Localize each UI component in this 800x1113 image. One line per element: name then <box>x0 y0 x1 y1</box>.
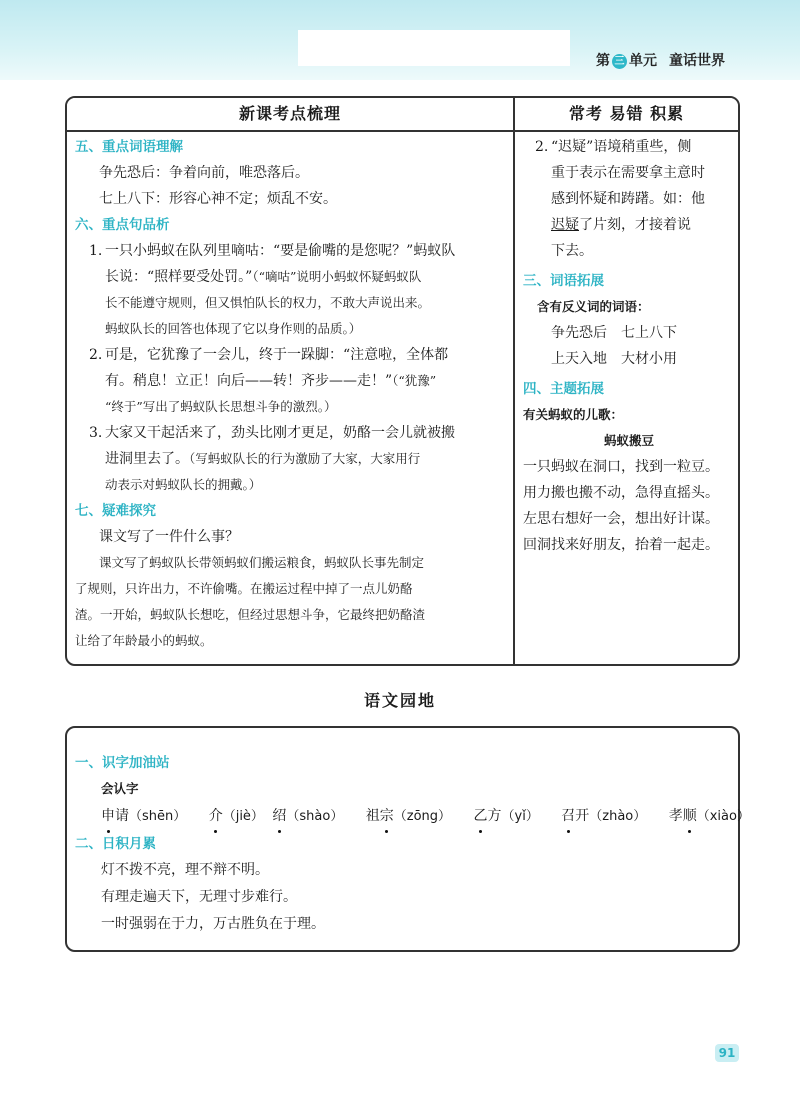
section-title: 一、识字加油站 <box>75 755 170 771</box>
answer-line: 渣。一开始，蚂蚁队长想吃，但经过思想斗争，它最终把奶酪渣 <box>75 607 426 622</box>
character-item <box>209 802 264 831</box>
underlined-word: 迟疑 <box>551 217 579 233</box>
text-fragment: 进洞里去了。 <box>105 451 189 467</box>
dotted-character: 绍 <box>272 802 286 830</box>
right-panel-title: 常考 易错 积累 <box>513 98 740 132</box>
text-fragment: 长说：“照样要受处罚。” <box>105 269 253 285</box>
header-blank-area <box>298 30 570 66</box>
item-number: 1. <box>89 243 103 259</box>
text-line: 可是，它犹豫了一会儿，终于一跺脚：“注意啦，全体都 <box>105 347 449 363</box>
dotted-character: 申 <box>101 802 115 830</box>
poem-line: 回洞找来好朋友，抬着一起走。 <box>523 537 719 553</box>
dotted-character: 乙 <box>474 802 488 830</box>
dotted-character: 介 <box>209 802 223 830</box>
character-item <box>561 802 646 831</box>
unit-number-badge: 三 <box>612 54 627 69</box>
page-number: 91 <box>715 1044 739 1062</box>
section-title: 六、重点句品析 <box>75 217 170 233</box>
unit-prefix: 第 <box>596 53 610 69</box>
pinyin: （zōng） <box>393 809 452 824</box>
left-panel-title: 新课考点梳理 <box>67 98 513 132</box>
answer-line: 课文写了蚂蚁队长带领蚂蚁们搬运粮食，蚂蚁队长事先制定 <box>99 555 425 570</box>
text-line: “迟疑”语境稍重些，侧 <box>551 139 692 155</box>
poem-title: 蚂蚁搬豆 <box>603 433 654 448</box>
character-text: 孝 <box>668 808 683 824</box>
text-fragment: 有。稍息！立正！向后——转！齐步——走！” <box>105 373 393 389</box>
saying-line: 一时强弱在于力，万古胜负在于理。 <box>101 916 325 932</box>
list-item <box>75 420 507 446</box>
item-number: 3. <box>89 425 103 441</box>
note-line: 动表示对蚂蚁队长的拥戴。） <box>105 477 262 492</box>
saying-line: 有理走遍天下，无理寸步难行。 <box>101 889 297 905</box>
note-line: “终于”写出了蚂蚁队长思想斗争的激烈。） <box>105 399 337 414</box>
text-line <box>523 212 735 238</box>
pinyin: （zhào） <box>589 809 647 824</box>
text-line: 一只小蚂蚁在队列里嘀咕：“要是偷嘴的是您呢？”蚂蚁队 <box>105 243 456 259</box>
poem-line: 左思右想好一会，想出好计谋。 <box>523 511 719 527</box>
text-line <box>75 368 507 394</box>
character-text: 祖 <box>365 808 380 824</box>
unit-suffix: 单元 <box>629 53 657 69</box>
column-divider <box>513 98 515 666</box>
pinyin: （xiào） <box>696 809 750 824</box>
note-fragment: （“嘀咕”说明小蚂蚁怀疑蚂蚁队 <box>252 269 422 284</box>
unit-label <box>596 50 725 70</box>
item-number: 2. <box>89 347 103 363</box>
character-item <box>366 802 451 831</box>
pinyin: （yǐ） <box>501 809 539 824</box>
subheading: 会认字 <box>101 781 139 796</box>
text-line: 大家又干起活来了，劲头比刚才更足，奶酪一会儿就被搬 <box>105 425 455 441</box>
answer-line: 让给了年龄最小的蚂蚁。 <box>75 633 213 648</box>
list-item <box>75 342 507 368</box>
poem-line: 用力搬也搬不动，急得直摇头。 <box>523 485 719 501</box>
text-line <box>75 446 507 472</box>
character-item <box>272 802 343 831</box>
text-fragment: 了片刻，才接着说 <box>579 217 691 233</box>
note-line: 长不能遵守规则，但又惧怕队长的权力，不敢大声说出来。 <box>105 295 431 310</box>
pinyin: （shào） <box>286 809 344 824</box>
section-title: 二、日积月累 <box>75 836 156 852</box>
character-item <box>474 802 539 831</box>
left-column <box>75 134 507 654</box>
text-line: 下去。 <box>551 243 593 259</box>
character-item <box>101 802 186 831</box>
dotted-character: 召 <box>561 802 575 830</box>
answer-line: 了规则，只许出力，不许偷嘴。在搬运过程中掉了一点儿奶酪 <box>75 581 413 596</box>
character-text: 开 <box>575 808 590 824</box>
pinyin: （shēn） <box>129 809 187 824</box>
pinyin: （jiè） <box>222 809 264 824</box>
word-row: 争先恐后 七上八下 <box>551 325 677 341</box>
chinese-garden-box <box>65 726 750 952</box>
saying-line: 灯不拨不亮，理不辩不明。 <box>101 862 269 878</box>
text-line: 重于表示在需要拿主意时 <box>551 165 705 181</box>
study-notes-box <box>65 96 740 666</box>
question-text: 课文写了一件什么事？ <box>99 529 239 545</box>
dotted-character: 顺 <box>683 802 697 830</box>
unit-title: 童话世界 <box>669 53 725 69</box>
note-fragment: （写蚂蚁队长的行为激励了大家，大家用行 <box>189 451 421 466</box>
character-text: 方 <box>487 808 502 824</box>
note-line: 蚂蚁队长的回答也体现了它以身作则的品质。） <box>105 321 362 336</box>
list-item <box>75 238 507 264</box>
right-column <box>523 134 735 558</box>
section-title: 四、主题拓展 <box>523 381 604 397</box>
text-line: 感到怀疑和踌躇。如：他 <box>551 191 705 207</box>
section-title: 五、重点词语理解 <box>75 139 183 155</box>
top-banner <box>0 0 800 80</box>
text-line: 争先恐后：争着向前，唯恐落后。 <box>99 165 309 181</box>
note-fragment: （“犹豫” <box>392 373 437 388</box>
section-title: 七、疑难探究 <box>75 503 156 519</box>
poem-line: 一只蚂蚁在洞口，找到一粒豆。 <box>523 459 719 475</box>
dotted-character: 宗 <box>380 802 394 830</box>
subheading: 含有反义词的词语： <box>537 299 650 314</box>
garden-title: 语文园地 <box>363 691 436 710</box>
text-line <box>75 264 507 290</box>
character-list <box>75 802 750 831</box>
text-line: 七上八下：形容心神不定；烦乱不安。 <box>99 191 337 207</box>
character-item <box>669 802 750 831</box>
list-item <box>523 134 735 160</box>
garden-content <box>75 750 750 938</box>
item-number: 2. <box>535 139 549 155</box>
subheading: 有关蚂蚁的儿歌： <box>523 407 624 422</box>
section-title: 三、词语拓展 <box>523 273 604 289</box>
character-text: 请 <box>115 808 129 824</box>
word-row: 上天入地 大材小用 <box>551 351 677 367</box>
